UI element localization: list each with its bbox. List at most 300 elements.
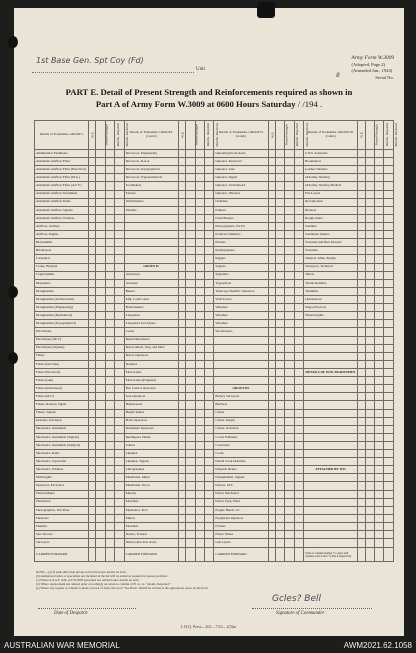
entry-cell[interactable] — [179, 222, 186, 230]
entry-cell[interactable] — [285, 482, 294, 490]
entry-cell[interactable] — [204, 295, 213, 303]
entry-cell[interactable] — [374, 409, 383, 417]
entry-cell[interactable] — [89, 158, 96, 166]
entry-cell[interactable] — [96, 490, 105, 498]
entry-cell[interactable] — [268, 498, 275, 506]
entry-cell[interactable] — [285, 344, 294, 352]
entry-cell[interactable] — [204, 214, 213, 222]
entry-cell[interactable] — [105, 531, 114, 539]
entry-cell[interactable] — [285, 498, 294, 506]
entry-cell[interactable] — [195, 523, 204, 531]
entry-cell[interactable] — [294, 320, 303, 328]
entry-cell[interactable] — [384, 482, 394, 490]
entry-cell[interactable] — [268, 385, 275, 393]
entry-cell[interactable] — [204, 271, 213, 279]
entry-cell[interactable] — [358, 182, 365, 190]
entry-cell[interactable] — [186, 441, 195, 449]
entry-cell[interactable] — [358, 368, 365, 376]
entry-cell[interactable] — [285, 401, 294, 409]
entry-cell[interactable] — [204, 506, 213, 514]
entry-cell[interactable] — [275, 312, 284, 320]
entry-cell[interactable] — [275, 393, 284, 401]
entry-cell[interactable] — [374, 312, 383, 320]
entry-cell[interactable] — [268, 304, 275, 312]
entry-cell[interactable] — [384, 506, 394, 514]
entry-cell[interactable] — [294, 279, 303, 287]
entry-cell[interactable] — [358, 312, 365, 320]
entry-cell[interactable] — [294, 377, 303, 385]
entry-cell[interactable] — [275, 328, 284, 336]
entry-cell[interactable] — [374, 247, 383, 255]
entry-cell[interactable] — [195, 166, 204, 174]
entry-cell[interactable] — [115, 506, 124, 514]
entry-cell[interactable] — [179, 433, 186, 441]
entry-cell[interactable] — [365, 255, 374, 263]
entry-cell[interactable] — [384, 287, 394, 295]
entry-cell[interactable] — [105, 417, 114, 425]
entry-cell[interactable] — [365, 214, 374, 222]
entry-cell[interactable] — [374, 239, 383, 247]
entry-cell[interactable] — [115, 433, 124, 441]
entry-cell[interactable] — [179, 287, 186, 295]
entry-cell[interactable] — [365, 158, 374, 166]
entry-cell[interactable] — [96, 441, 105, 449]
entry-cell[interactable] — [179, 482, 186, 490]
entry-cell[interactable] — [115, 393, 124, 401]
entry-cell[interactable] — [89, 222, 96, 230]
entry-cell[interactable] — [179, 409, 186, 417]
entry-cell[interactable] — [204, 198, 213, 206]
entry-cell[interactable] — [358, 255, 365, 263]
entry-cell[interactable] — [268, 466, 275, 474]
entry-cell[interactable] — [374, 458, 383, 466]
entry-cell[interactable] — [105, 263, 114, 271]
entry-cell[interactable] — [294, 498, 303, 506]
entry-cell[interactable] — [186, 239, 195, 247]
entry-cell[interactable] — [365, 360, 374, 368]
entry-cell[interactable] — [105, 239, 114, 247]
entry-cell[interactable] — [285, 287, 294, 295]
entry-cell[interactable] — [365, 514, 374, 522]
entry-cell[interactable] — [179, 206, 186, 214]
entry-cell[interactable] — [105, 450, 114, 458]
entry-cell[interactable] — [186, 287, 195, 295]
entry-cell[interactable] — [186, 328, 195, 336]
entry-cell[interactable] — [89, 385, 96, 393]
entry-cell[interactable] — [285, 531, 294, 539]
entry-cell[interactable] — [204, 377, 213, 385]
entry-cell[interactable] — [195, 336, 204, 344]
entry-cell[interactable] — [358, 360, 365, 368]
entry-cell[interactable] — [374, 385, 383, 393]
entry-cell[interactable] — [285, 263, 294, 271]
entry-cell[interactable] — [204, 531, 213, 539]
entry-cell[interactable] — [358, 490, 365, 498]
entry-cell[interactable] — [204, 458, 213, 466]
entry-cell[interactable] — [195, 279, 204, 287]
entry-cell[interactable] — [115, 271, 124, 279]
entry-cell[interactable] — [105, 190, 114, 198]
entry-cell[interactable] — [275, 433, 284, 441]
entry-cell[interactable] — [96, 360, 105, 368]
entry-cell[interactable] — [374, 425, 383, 433]
entry-cell[interactable] — [204, 417, 213, 425]
entry-cell[interactable] — [115, 466, 124, 474]
entry-cell[interactable] — [365, 263, 374, 271]
entry-cell[interactable] — [89, 304, 96, 312]
entry-cell[interactable] — [115, 304, 124, 312]
entry-cell[interactable] — [294, 174, 303, 182]
entry-cell[interactable] — [365, 328, 374, 336]
entry-cell[interactable] — [294, 247, 303, 255]
entry-cell[interactable] — [204, 482, 213, 490]
entry-cell[interactable] — [186, 255, 195, 263]
entry-cell[interactable] — [384, 198, 394, 206]
entry-cell[interactable] — [89, 287, 96, 295]
entry-cell[interactable] — [89, 182, 96, 190]
entry-cell[interactable] — [374, 182, 383, 190]
entry-cell[interactable] — [358, 158, 365, 166]
entry-cell[interactable] — [186, 474, 195, 482]
entry-cell[interactable] — [195, 304, 204, 312]
entry-cell[interactable] — [358, 401, 365, 409]
entry-cell[interactable] — [365, 150, 374, 158]
entry-cell[interactable] — [285, 458, 294, 466]
entry-cell[interactable] — [365, 320, 374, 328]
entry-cell[interactable] — [96, 214, 105, 222]
entry-cell[interactable] — [275, 425, 284, 433]
entry-cell[interactable] — [285, 352, 294, 360]
entry-cell[interactable] — [195, 514, 204, 522]
entry-cell[interactable] — [358, 214, 365, 222]
entry-cell[interactable] — [268, 247, 275, 255]
entry-cell[interactable] — [179, 320, 186, 328]
entry-cell[interactable] — [186, 263, 195, 271]
entry-cell[interactable] — [105, 523, 114, 531]
entry-cell[interactable] — [384, 263, 394, 271]
entry-cell[interactable] — [96, 523, 105, 531]
entry-cell[interactable] — [115, 409, 124, 417]
entry-cell[interactable] — [89, 514, 96, 522]
entry-cell[interactable] — [358, 231, 365, 239]
entry-cell[interactable] — [384, 360, 394, 368]
entry-cell[interactable] — [294, 328, 303, 336]
entry-cell[interactable] — [268, 482, 275, 490]
entry-cell[interactable] — [374, 222, 383, 230]
entry-cell[interactable] — [384, 433, 394, 441]
entry-cell[interactable] — [384, 377, 394, 385]
entry-cell[interactable] — [115, 247, 124, 255]
entry-cell[interactable] — [365, 222, 374, 230]
entry-cell[interactable] — [195, 368, 204, 376]
entry-cell[interactable] — [374, 417, 383, 425]
entry-cell[interactable] — [365, 247, 374, 255]
entry-cell[interactable] — [96, 482, 105, 490]
entry-cell[interactable] — [275, 166, 284, 174]
entry-cell[interactable] — [179, 401, 186, 409]
entry-cell[interactable] — [365, 190, 374, 198]
entry-cell[interactable] — [268, 433, 275, 441]
entry-cell[interactable] — [285, 206, 294, 214]
entry-cell[interactable] — [358, 247, 365, 255]
entry-cell[interactable] — [204, 425, 213, 433]
entry-cell[interactable] — [179, 336, 186, 344]
entry-cell[interactable] — [384, 166, 394, 174]
entry-cell[interactable] — [89, 377, 96, 385]
entry-cell[interactable] — [365, 433, 374, 441]
entry-cell[interactable] — [275, 523, 284, 531]
entry-cell[interactable] — [115, 539, 124, 548]
entry-cell[interactable] — [275, 214, 284, 222]
entry-cell[interactable] — [358, 320, 365, 328]
entry-cell[interactable] — [275, 304, 284, 312]
entry-cell[interactable] — [195, 287, 204, 295]
entry-cell[interactable] — [374, 158, 383, 166]
entry-cell[interactable] — [204, 368, 213, 376]
entry-cell[interactable] — [294, 458, 303, 466]
entry-cell[interactable] — [268, 231, 275, 239]
entry-cell[interactable] — [268, 360, 275, 368]
entry-cell[interactable] — [179, 344, 186, 352]
entry-cell[interactable] — [275, 271, 284, 279]
entry-cell[interactable] — [204, 304, 213, 312]
entry-cell[interactable] — [186, 539, 195, 548]
entry-cell[interactable] — [358, 190, 365, 198]
entry-cell[interactable] — [179, 458, 186, 466]
entry-cell[interactable] — [384, 222, 394, 230]
entry-cell[interactable] — [285, 425, 294, 433]
entry-cell[interactable] — [115, 344, 124, 352]
entry-cell[interactable] — [105, 490, 114, 498]
entry-cell[interactable] — [186, 304, 195, 312]
entry-cell[interactable] — [115, 158, 124, 166]
entry-cell[interactable] — [204, 190, 213, 198]
entry-cell[interactable] — [96, 247, 105, 255]
entry-cell[interactable] — [186, 312, 195, 320]
entry-cell[interactable] — [105, 385, 114, 393]
entry-cell[interactable] — [285, 190, 294, 198]
entry-cell[interactable] — [285, 539, 294, 548]
entry-cell[interactable] — [105, 295, 114, 303]
entry-cell[interactable] — [195, 433, 204, 441]
entry-cell[interactable] — [365, 409, 374, 417]
entry-cell[interactable] — [294, 482, 303, 490]
entry-cell[interactable] — [358, 539, 365, 548]
entry-cell[interactable] — [195, 377, 204, 385]
entry-cell[interactable] — [294, 304, 303, 312]
entry-cell[interactable] — [89, 336, 96, 344]
entry-cell[interactable] — [96, 498, 105, 506]
entry-cell[interactable] — [204, 360, 213, 368]
entry-cell[interactable] — [275, 287, 284, 295]
entry-cell[interactable] — [374, 287, 383, 295]
entry-cell[interactable] — [204, 206, 213, 214]
entry-cell[interactable] — [179, 190, 186, 198]
entry-cell[interactable] — [179, 360, 186, 368]
entry-cell[interactable] — [384, 425, 394, 433]
entry-cell[interactable] — [179, 393, 186, 401]
entry-cell[interactable] — [358, 150, 365, 158]
entry-cell[interactable] — [96, 385, 105, 393]
entry-cell[interactable] — [275, 182, 284, 190]
entry-cell[interactable] — [294, 287, 303, 295]
entry-cell[interactable] — [186, 490, 195, 498]
entry-cell[interactable] — [294, 158, 303, 166]
entry-cell[interactable] — [105, 466, 114, 474]
entry-cell[interactable] — [384, 255, 394, 263]
entry-cell[interactable] — [384, 401, 394, 409]
entry-cell[interactable] — [285, 490, 294, 498]
entry-cell[interactable] — [204, 239, 213, 247]
entry-cell[interactable] — [268, 409, 275, 417]
entry-cell[interactable] — [384, 466, 394, 474]
entry-cell[interactable] — [285, 174, 294, 182]
entry-cell[interactable] — [268, 312, 275, 320]
entry-cell[interactable] — [89, 263, 96, 271]
entry-cell[interactable] — [115, 490, 124, 498]
entry-cell[interactable] — [285, 271, 294, 279]
entry-cell[interactable] — [365, 206, 374, 214]
entry-cell[interactable] — [186, 368, 195, 376]
entry-cell[interactable] — [384, 498, 394, 506]
entry-cell[interactable] — [186, 279, 195, 287]
entry-cell[interactable] — [96, 458, 105, 466]
entry-cell[interactable] — [89, 466, 96, 474]
entry-cell[interactable] — [96, 328, 105, 336]
entry-cell[interactable] — [179, 441, 186, 449]
entry-cell[interactable] — [89, 368, 96, 376]
entry-cell[interactable] — [384, 214, 394, 222]
entry-cell[interactable] — [179, 150, 186, 158]
entry-cell[interactable] — [374, 255, 383, 263]
entry-cell[interactable] — [115, 190, 124, 198]
entry-cell[interactable] — [179, 352, 186, 360]
entry-cell[interactable] — [268, 474, 275, 482]
entry-cell[interactable] — [268, 368, 275, 376]
entry-cell[interactable] — [358, 523, 365, 531]
entry-cell[interactable] — [275, 263, 284, 271]
entry-cell[interactable] — [89, 295, 96, 303]
entry-cell[interactable] — [268, 425, 275, 433]
entry-cell[interactable] — [384, 458, 394, 466]
entry-cell[interactable] — [96, 506, 105, 514]
entry-cell[interactable] — [186, 320, 195, 328]
entry-cell[interactable] — [179, 466, 186, 474]
entry-cell[interactable] — [374, 531, 383, 539]
entry-cell[interactable] — [374, 206, 383, 214]
entry-cell[interactable] — [105, 206, 114, 214]
entry-cell[interactable] — [89, 523, 96, 531]
entry-cell[interactable] — [294, 271, 303, 279]
entry-cell[interactable] — [268, 182, 275, 190]
entry-cell[interactable] — [89, 344, 96, 352]
entry-cell[interactable] — [195, 222, 204, 230]
entry-cell[interactable] — [89, 328, 96, 336]
entry-cell[interactable] — [105, 214, 114, 222]
entry-cell[interactable] — [186, 166, 195, 174]
entry-cell[interactable] — [115, 498, 124, 506]
entry-cell[interactable] — [285, 312, 294, 320]
entry-cell[interactable] — [195, 401, 204, 409]
entry-cell[interactable] — [294, 166, 303, 174]
entry-cell[interactable] — [89, 279, 96, 287]
entry-cell[interactable] — [268, 255, 275, 263]
entry-cell[interactable] — [115, 287, 124, 295]
entry-cell[interactable] — [374, 166, 383, 174]
entry-cell[interactable] — [365, 287, 374, 295]
entry-cell[interactable] — [275, 490, 284, 498]
entry-cell[interactable] — [186, 506, 195, 514]
entry-cell[interactable] — [285, 304, 294, 312]
entry-cell[interactable] — [195, 263, 204, 271]
entry-cell[interactable] — [96, 198, 105, 206]
entry-cell[interactable] — [115, 514, 124, 522]
entry-cell[interactable] — [358, 385, 365, 393]
entry-cell[interactable] — [195, 206, 204, 214]
entry-cell[interactable] — [294, 393, 303, 401]
entry-cell[interactable] — [374, 450, 383, 458]
entry-cell[interactable] — [268, 393, 275, 401]
entry-cell[interactable] — [268, 401, 275, 409]
entry-cell[interactable] — [186, 417, 195, 425]
entry-cell[interactable] — [179, 247, 186, 255]
entry-cell[interactable] — [285, 279, 294, 287]
entry-cell[interactable] — [195, 182, 204, 190]
entry-cell[interactable] — [115, 482, 124, 490]
entry-cell[interactable] — [115, 166, 124, 174]
entry-cell[interactable] — [204, 182, 213, 190]
entry-cell[interactable] — [96, 401, 105, 409]
entry-cell[interactable] — [365, 393, 374, 401]
entry-cell[interactable] — [285, 320, 294, 328]
entry-cell[interactable] — [89, 150, 96, 158]
entry-cell[interactable] — [204, 312, 213, 320]
entry-cell[interactable] — [105, 539, 114, 548]
entry-cell[interactable] — [115, 231, 124, 239]
entry-cell[interactable] — [96, 344, 105, 352]
entry-cell[interactable] — [275, 239, 284, 247]
entry-cell[interactable] — [89, 531, 96, 539]
entry-cell[interactable] — [268, 279, 275, 287]
entry-cell[interactable] — [179, 279, 186, 287]
entry-cell[interactable] — [365, 531, 374, 539]
entry-cell[interactable] — [294, 433, 303, 441]
entry-cell[interactable] — [275, 360, 284, 368]
entry-cell[interactable] — [365, 466, 374, 474]
entry-cell[interactable] — [195, 531, 204, 539]
entry-cell[interactable] — [115, 336, 124, 344]
entry-cell[interactable] — [268, 441, 275, 449]
entry-cell[interactable] — [285, 198, 294, 206]
entry-cell[interactable] — [358, 279, 365, 287]
entry-cell[interactable] — [365, 523, 374, 531]
entry-cell[interactable] — [285, 393, 294, 401]
entry-cell[interactable] — [384, 352, 394, 360]
entry-cell[interactable] — [204, 498, 213, 506]
entry-cell[interactable] — [358, 295, 365, 303]
entry-cell[interactable] — [186, 433, 195, 441]
entry-cell[interactable] — [195, 458, 204, 466]
entry-cell[interactable] — [384, 158, 394, 166]
entry-cell[interactable] — [89, 360, 96, 368]
entry-cell[interactable] — [285, 450, 294, 458]
entry-cell[interactable] — [294, 231, 303, 239]
entry-cell[interactable] — [204, 231, 213, 239]
entry-cell[interactable] — [96, 174, 105, 182]
entry-cell[interactable] — [186, 190, 195, 198]
entry-cell[interactable] — [115, 255, 124, 263]
entry-cell[interactable] — [358, 344, 365, 352]
